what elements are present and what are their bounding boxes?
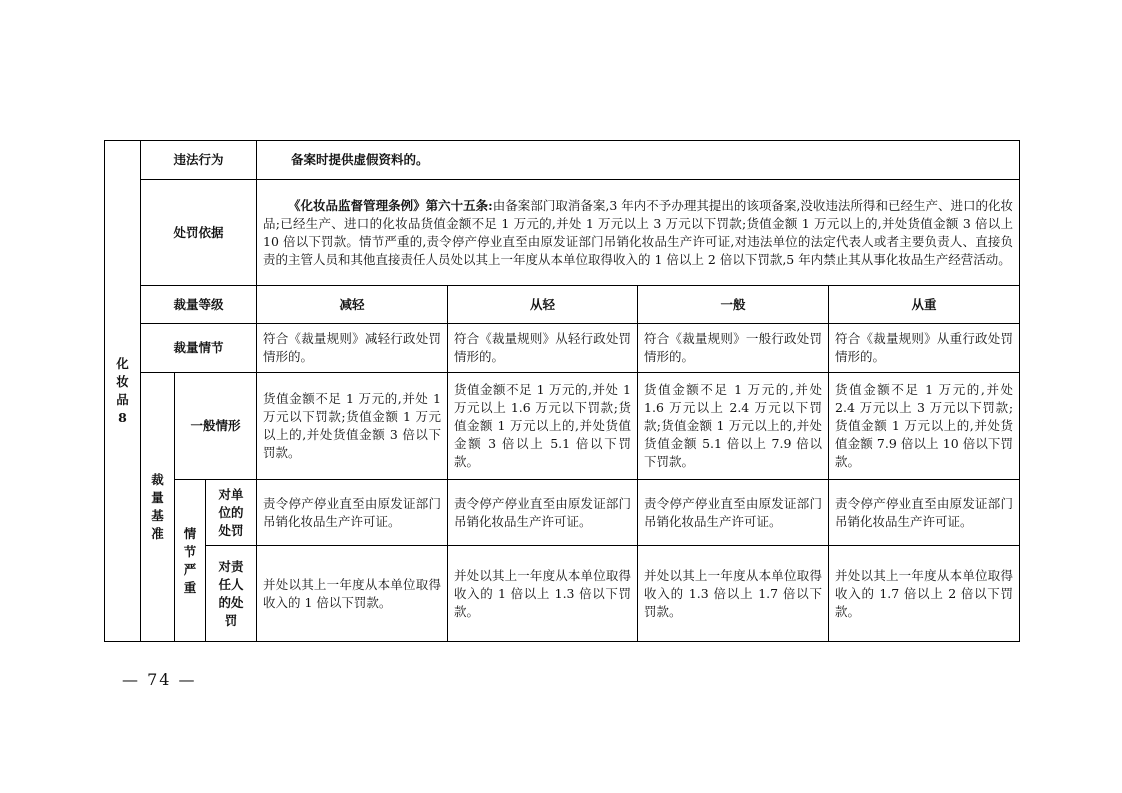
product-category-cell bbox=[105, 141, 141, 642]
act-text: 备案时提供虚假资料的。 bbox=[257, 141, 1020, 180]
label-line: 对责 bbox=[218, 558, 244, 574]
label-line: 处罚 bbox=[218, 522, 244, 538]
person-penalty-cell: 并处以其上一年度从本单位取得收入的 1 倍以上 1.3 倍以下罚款。 bbox=[448, 546, 638, 642]
product-char: 品 bbox=[116, 392, 129, 407]
serious-label bbox=[175, 480, 206, 642]
circumstance-cell: 符合《裁量规则》从轻行政处罚情形的。 bbox=[448, 324, 638, 373]
product-char: 化 bbox=[116, 356, 129, 371]
basis-title: 《化妆品监督管理条例》第六十五条: bbox=[288, 197, 493, 213]
page-number: — 74 — bbox=[122, 670, 197, 689]
person-penalty-cell: 并处以其上一年度从本单位取得收入的 1.7 倍以上 2 倍以下罚款。 bbox=[829, 546, 1020, 642]
person-penalty-label bbox=[206, 546, 257, 642]
serious-char: 严 bbox=[183, 561, 197, 577]
benchmark-char: 裁 bbox=[151, 472, 164, 487]
basis-label: 处罚依据 bbox=[141, 180, 257, 286]
benchmark-char: 准 bbox=[151, 526, 164, 541]
basis-text: 由备案部门取消备案,3 年内不予办理其提出的该项备案,没收违法所得和已经生产、进口的化妆品;已经生产、进口的化妆品货值金额不足 1 万元的,并处 1 万元以上 3 万元以下罚款;货值金额 1 万元以上的,并处货值金额 3 倍以上 10 倍以下罚款。情节严重的,责令停产停业直至由原发证部门吊销化妆品生产许可证,对违法单位的法定代表人或者主要负责人、直接负责的主管人员和其他直接责任人员处以其上一年度从本单位取得收入的 1 倍以上 2 倍以下罚款,5 年内禁止其从事化妆品生产经营活动。 bbox=[263, 197, 1014, 267]
serious-char: 情 bbox=[183, 525, 197, 541]
general-cell: 货值金额不足 1 万元的,并处 1 万元以下罚款;货值金额 1 万元以上的,并处货值金额 3 倍以下罚款。 bbox=[257, 373, 448, 480]
benchmark-label bbox=[141, 373, 175, 642]
row-circumstances bbox=[105, 324, 1020, 373]
level-mitigated: 减轻 bbox=[257, 286, 448, 324]
benchmark-char: 基 bbox=[151, 508, 164, 523]
label-line: 的处 bbox=[218, 594, 244, 610]
row-unit-penalty bbox=[105, 480, 1020, 546]
circumstance-cell: 符合《裁量规则》从重行政处罚情形的。 bbox=[829, 324, 1020, 373]
unit-penalty-cell: 责令停产停业直至由原发证部门吊销化妆品生产许可证。 bbox=[638, 480, 829, 546]
person-penalty-cell: 并处以其上一年度从本单位取得收入的 1 倍以下罚款。 bbox=[257, 546, 448, 642]
level-severe: 从重 bbox=[829, 286, 1020, 324]
level-general: 一般 bbox=[638, 286, 829, 324]
unit-penalty-cell: 责令停产停业直至由原发证部门吊销化妆品生产许可证。 bbox=[448, 480, 638, 546]
row-levels bbox=[105, 286, 1020, 324]
level-lenient: 从轻 bbox=[448, 286, 638, 324]
circumstance-cell: 符合《裁量规则》一般行政处罚情形的。 bbox=[638, 324, 829, 373]
general-cell: 货值金额不足 1 万元的,并处 2.4 万元以上 3 万元以下罚款;货值金额 1 万元以上的,并处货值金额 7.9 倍以上 10 倍以下罚款。 bbox=[829, 373, 1020, 480]
serious-char: 节 bbox=[183, 543, 197, 559]
unit-penalty-cell: 责令停产停业直至由原发证部门吊销化妆品生产许可证。 bbox=[829, 480, 1020, 546]
product-number: 8 bbox=[118, 410, 127, 425]
level-label: 裁量等级 bbox=[141, 286, 257, 324]
person-penalty-cell: 并处以其上一年度从本单位取得收入的 1.3 倍以上 1.7 倍以下罚款。 bbox=[638, 546, 829, 642]
label-line: 任人 bbox=[218, 576, 244, 592]
label-line: 位的 bbox=[218, 504, 244, 520]
circumstance-cell: 符合《裁量规则》减轻行政处罚情形的。 bbox=[257, 324, 448, 373]
serious-char: 重 bbox=[183, 579, 197, 595]
row-general bbox=[105, 373, 1020, 480]
general-label: 一般情形 bbox=[175, 373, 257, 480]
act-label: 违法行为 bbox=[141, 141, 257, 180]
circumstance-label: 裁量情节 bbox=[141, 324, 257, 373]
unit-penalty-label bbox=[206, 480, 257, 546]
row-illegal-act bbox=[105, 141, 1020, 180]
benchmark-char: 量 bbox=[151, 490, 164, 505]
row-penalty-basis bbox=[105, 180, 1020, 286]
label-line: 罚 bbox=[224, 612, 238, 628]
product-char: 妆 bbox=[116, 374, 129, 389]
general-cell: 货值金额不足 1 万元的,并处 1 万元以上 1.6 万元以下罚款;货值金额 1 万元以上的,并处货值金额 3 倍以上 5.1 倍以下罚款。 bbox=[448, 373, 638, 480]
unit-penalty-cell: 责令停产停业直至由原发证部门吊销化妆品生产许可证。 bbox=[257, 480, 448, 546]
label-line: 对单 bbox=[218, 486, 244, 502]
penalty-benchmark-table bbox=[104, 140, 1020, 642]
general-cell: 货值金额不足 1 万元的,并处 1.6 万元以上 2.4 万元以下罚款;货值金额 1 万元以上的,并处货值金额 5.1 倍以上 7.9 倍以下罚款。 bbox=[638, 373, 829, 480]
basis-content bbox=[257, 180, 1020, 286]
row-person-penalty bbox=[105, 546, 1020, 642]
